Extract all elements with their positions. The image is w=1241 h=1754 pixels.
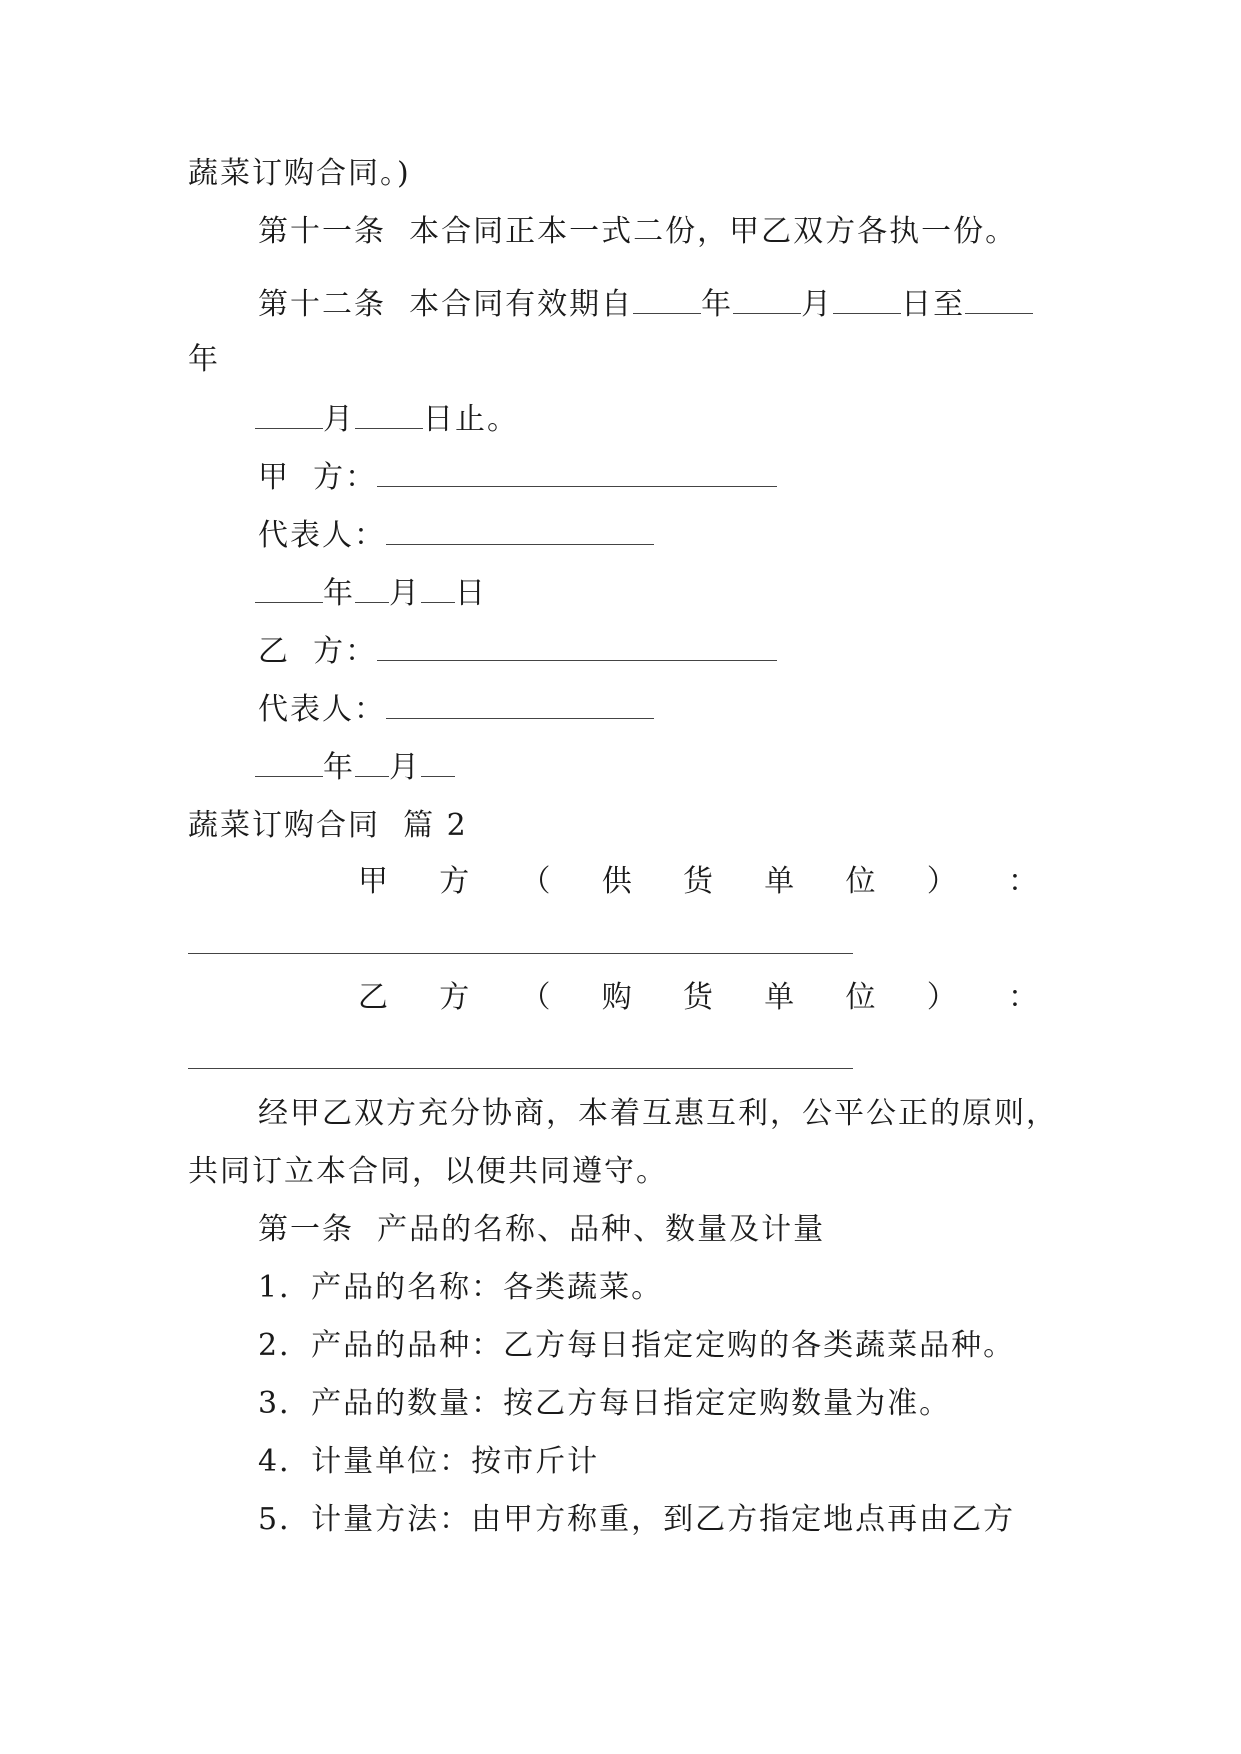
party-a-supplier-row: 甲 方 （ 供 货 单 位 ） ： (358, 864, 1038, 899)
section-heading: 蔬菜订购合同 篇 2 (188, 808, 468, 843)
clause-12: 第十二条 本合同有效期自 年 月 日至 (258, 283, 1033, 325)
party-b-fill-line (188, 1068, 853, 1069)
date-b-line: 年 月 (255, 746, 455, 788)
party-a-fill-line (188, 953, 853, 954)
party-b-buyer-row: 乙 方 （ 购 货 单 位 ） ： (358, 980, 1038, 1015)
list-item: 3．产品的数量：按乙方每日指定定购数量为准。 (258, 1386, 952, 1421)
list-item: 1．产品的名称：各类蔬菜。 (258, 1270, 664, 1305)
text-line: 蔬菜订购合同。) (188, 156, 411, 191)
list-item: 5．计量方法：由甲方称重，到乙方指定地点再由乙方 (258, 1502, 1016, 1537)
article-1-heading: 第一条 产品的名称、品种、数量及计量 (258, 1212, 826, 1247)
text-line: 年 (188, 342, 220, 377)
representative-b-label: 代表人： (258, 688, 654, 730)
list-item: 2．产品的品种：乙方每日指定定购的各类蔬菜品种。 (258, 1328, 1016, 1363)
representative-a-label: 代表人： (258, 514, 654, 556)
preamble-line-1: 经甲乙双方充分协商，本着互惠互利，公平公正的原则， (258, 1096, 1058, 1131)
clause-11: 第十一条 本合同正本一式二份，甲乙双方各执一份。 (258, 214, 1018, 249)
date-a-line: 年 月 日 (255, 572, 487, 614)
party-a-sign-label: 甲 方： (258, 456, 777, 498)
party-b-sign-label: 乙 方： (258, 630, 777, 672)
validity-end-line: 月 日止。 (255, 398, 519, 440)
list-item: 4．计量单位：按市斤计 (258, 1444, 600, 1479)
preamble-line-2: 共同订立本合同，以便共同遵守。 (188, 1154, 668, 1189)
